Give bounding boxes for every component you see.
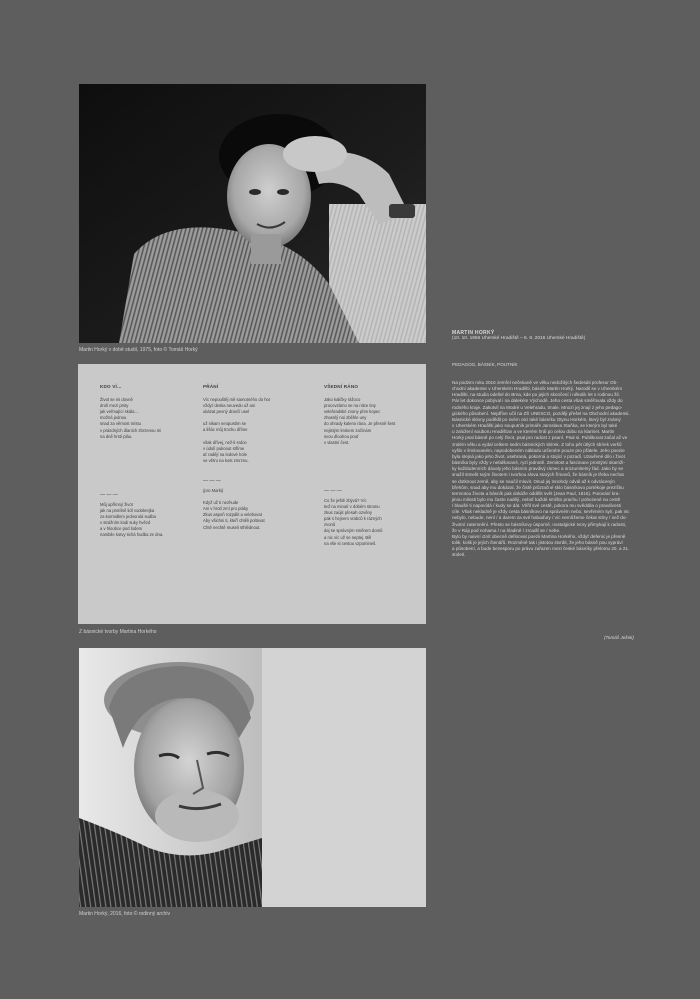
- poem-column-1: [100, 384, 163, 538]
- poem-line: Život se mi dovně: [100, 397, 133, 403]
- poem-separator: — — —: [100, 491, 118, 498]
- poem-line: však dřívej, než-li srdce: [203, 439, 247, 445]
- poem-line: jak na protílně lidí vodokrejka: [100, 507, 155, 513]
- poem-line: a v hloubce pod lodem: [100, 526, 143, 532]
- poem-separator: — — —: [203, 477, 221, 484]
- poem-line: pak s hejnem vrabců k rázných: [324, 516, 382, 522]
- poem-line: možná jednou: [100, 415, 127, 421]
- poem-line: v vlastní čest.: [324, 439, 350, 445]
- poem-line: a nic víc už se neptej. Bill: [324, 534, 372, 540]
- poems-panel: [78, 364, 426, 624]
- portrait-photo-2016-image: [79, 648, 426, 907]
- poem-line: svou dlouhou pouť: [324, 433, 359, 439]
- poem-line: zhasnlý noi zběhle uny: [324, 415, 367, 421]
- bio-line: cíle. Však nekladně je vždy cesta básníkovo na správném nebo, sevřeném sytí, pak nic: [452, 509, 630, 515]
- portrait-photo-2016: [79, 648, 426, 907]
- poem-line: Ani v hrotí zmí pro ptáky: [203, 506, 249, 512]
- bio-line: se dotknout země, aby se naučil mluvit. Osud jej mnohdy odvál až k odvrácenýn: [452, 478, 615, 484]
- photo-caption-bottom: Martin Horký, 2016, foto © rodinný archiv: [79, 911, 170, 917]
- bio-line: Básnické sklony podědil po svém otci také básníku Otynu Horkém, který byl známý: [452, 416, 621, 422]
- photo-caption-top: Martin Horký v době studií, 1975, foto © Tomáš Horký: [79, 347, 198, 353]
- bio-header: [452, 330, 642, 342]
- poem-line: zkus zaújit přesah ozvěny: [324, 510, 372, 516]
- poem-line: nejistým krokem začínám: [324, 427, 372, 433]
- poem-line: Zkus aspoň rozpálit a velebovat: [203, 512, 262, 518]
- bio-author: (Tomáš Ježek): [604, 635, 634, 640]
- poem-column-2: [203, 384, 270, 531]
- poem-line: procovzámo se na nitce tiny: [324, 403, 376, 409]
- poem-line: drolí mezi prsty: [100, 403, 129, 409]
- bio-line: / blaušé ti napovídá / kudy se dát. Věřil své cestě, pokora mu svěddila o pravdivosti: [452, 503, 622, 509]
- bio-line: Bylo by naivní ctnít obecně definovat poezii Martina Horkého, vždyť defenic je přesně: [452, 533, 626, 539]
- poem-line: Jako kaličky rážoco: [324, 397, 361, 403]
- poem-column-3: [324, 384, 395, 547]
- bio-line: Pár let dokonce pobýval i na dalekém Východě. Jeho cesta však směřovala vždy do: [452, 398, 623, 404]
- poem-line: Co že ještě zbývá? Víc: [324, 497, 367, 503]
- poem-line: v údolí pukoout stříme: [203, 445, 245, 451]
- portrait-photo-1975-image: [79, 84, 426, 343]
- poem-line: v strážním kodi suky hvězd: [100, 520, 151, 526]
- bio-line: ky každodenních dávaly jeho básním pravdivý rámec a srozumitelný řád. Jako by se: [452, 466, 624, 472]
- poem-line: dej se správným směrem domů: [324, 528, 383, 534]
- poem-line: v prázdných dlaních zbrzenou mi: [100, 427, 162, 433]
- poem-line: zvonů: [324, 522, 336, 528]
- bio-line: Horký psal básně po celý život, psal pro radost z psaní. Psal si. Publikovat začal až ve: [452, 435, 628, 441]
- bio-line: tolik, kolik je jejích čtenářů. Rozměně tak i jistotou stvrdit, že jeho básně pou vypráví: [452, 540, 623, 546]
- bio-line: rodného kraje. Zakotvil na Modré u Velehradu, tmale. Mnozí jej znají z jeho pedago-: [452, 404, 623, 410]
- bio-paragraph: [452, 380, 635, 559]
- bio-body: [452, 380, 635, 559]
- poem-line: Můj upřímný život: [100, 501, 133, 507]
- poem-line: ve větru na kost zmrznu.: [203, 457, 249, 463]
- bio-line: básníka byly vždy v nefalšované, ryzí jednotě. Zemitost a fascinace prostými okamži-: [452, 460, 625, 466]
- bio-line: gického působení. Nejdříve učil na ZŠ UNESCO, později přešel na Obchodní akademii.: [452, 410, 630, 416]
- poem-title: VŠEDNÍ RÁNO: [324, 384, 359, 389]
- bio-dates: (10. 10. 1956 Uherské Hradiště – 6. 8. 2016 Uherské Hradiště): [452, 336, 586, 342]
- poem-title: KDO VÍ…: [100, 384, 122, 389]
- poem-line: Když už ti nezhude: [203, 500, 239, 506]
- poem-line: na dně hrstí pláu.: [100, 433, 133, 439]
- poem-line: nambile kotvy tichá hudba ze dna.: [100, 532, 164, 538]
- poem-line: jak veřmající skála…: [100, 409, 139, 415]
- poem-line: Aby všichni ti, kteří chtěli poltovat: [203, 518, 265, 524]
- bio-line: Hradišti, na studia odešel do Brna, kde po jejich skončení i několik let s rodinou žil.: [452, 392, 620, 398]
- poem-line: ať radějí na ledové hole: [203, 451, 247, 457]
- bio-line: břehům, snad aby mu dokázal, že čistě průzračné sklo básníkovo portékoje prezíčku: [452, 484, 624, 490]
- bio-line: a působení, a bude bezesporu po právu zařazen mezi české básníky přelomu 20. a 21.: [452, 546, 630, 552]
- poem-line: a lišác můj trochu dříme: [203, 427, 248, 433]
- bio-line: že v Ráji pod nohama / na hladině / zrcadlí se / nebe.: [452, 527, 561, 533]
- bio-line: snažil stmelit svým životem i tvorbou slova starých římanů, že básník je třeba nechat: [452, 472, 624, 478]
- poem-line: velehradské zvony přes kopec: [324, 409, 381, 415]
- poem-dedication: (pro Marki): [203, 488, 224, 494]
- bio-line: temnotou života a básník pak dokáže oddělit svět (Jean Paul, 1815). Putování kra-: [452, 490, 620, 496]
- poem-line: do ohrady kaleno rána. Je přesně šest: [324, 421, 396, 427]
- poem-line: ukázat pevný dravčí usel: [203, 409, 250, 415]
- bio-line: byla stejná jako jeho život, usebraná, pokorná a stojící v pozadí. Uzavřené dílo i život: [452, 453, 625, 459]
- poem-title: PŘÁNÍ: [203, 384, 219, 389]
- poem-line: teď na minutí v dobém stromu: [324, 504, 380, 510]
- poem-line: Chtě nechtě museli sthlédnout.: [203, 524, 261, 530]
- bio-line: u založení souboru Hradišťan a ve kterém hrál po celou dobu na klarinet. Martin: [452, 429, 615, 435]
- poem-line: snad za věrnost místu: [100, 421, 141, 427]
- poem-line: vždyť deska neuvedu už ani: [203, 403, 256, 409]
- poem-line: na vše si cestou vzpomineš.: [324, 540, 377, 546]
- bio-line: chodní akademie v Uherském Hradišti, básník Martin Horký. Narodil se v Uherském: [452, 386, 623, 392]
- portrait-photo-1975: [79, 84, 426, 343]
- bio-line: jinou milosti bylo mu často nadějí, neboť každé smíšto prachu / pohozené na cestě: [452, 496, 621, 502]
- bio-line: v Uherském Hradišti jako souputník primáře Jaroslava Staňka, se kterým byl také: [452, 423, 618, 429]
- poem-line: Víc nepouštěj mě samotného do hor: [203, 397, 271, 403]
- bio-line: životní zatemnění. Přesto se básníkovy úsporně, nostalgické tvory přimykají k radosti,: [452, 521, 627, 527]
- poem-line: už nikam neopustím se: [203, 421, 247, 427]
- bio-line: století.: [452, 552, 466, 558]
- bio-line: vyšlo v limitovaném, napodobeném nákladu určeném pouze pro přátele. Jeho poezie: [452, 447, 625, 453]
- poem-line: za kormidlem jednorulá sudba: [100, 514, 156, 520]
- bio-line: Na podzim roku 2016 zemřel nečekaně ve věku nedožitých šedesáti profesor Ob-: [452, 380, 618, 385]
- bio-roles: PEDAGOG, BÁSNÍK, POUTNÍK: [452, 362, 518, 367]
- bio-name: MARTIN HORKÝ: [452, 330, 495, 336]
- bio-line: nebylo, nebude, není / a darem za své habaďury / víc nemůžeme čekat stíny / než do-: [452, 515, 627, 521]
- bio-line: zralém věku a vydal celkem sedm básnických sbírek. Z toho pět útlých sbírek veršů: [452, 441, 622, 447]
- poem-separator: — — —: [324, 487, 342, 494]
- poems-caption: Z básnické tvorby Martina Horkého: [79, 629, 157, 635]
